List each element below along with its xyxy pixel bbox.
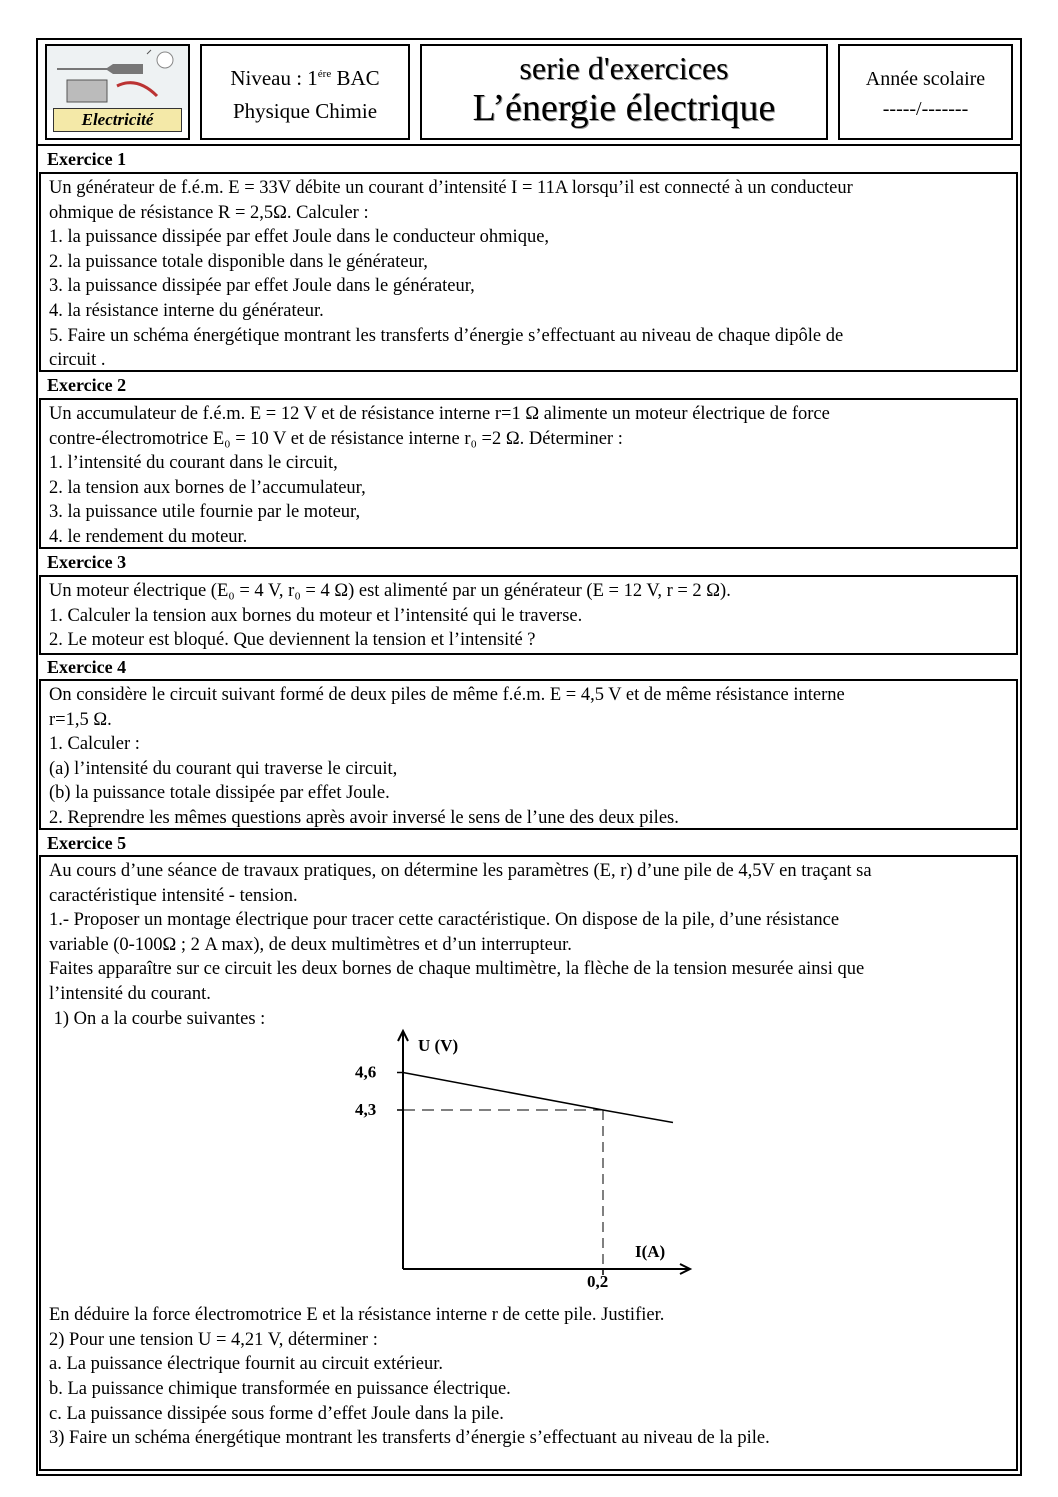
exercise-line: 1. l’intensité du courant dans le circuit, [49,453,338,474]
exercise-1-box [39,172,1018,372]
logo-label: Electricité [53,108,182,132]
series-line [403,1073,673,1123]
x-axis-label: I(A) [635,1242,666,1261]
electricity-illustration-icon [47,46,188,110]
exercise-4-title: Exercice 4 [47,657,127,677]
title-line-2: L’énergie électrique [472,87,776,129]
niveau-box [200,44,410,140]
exercise-line: 4. le rendement du moteur. [49,526,248,547]
header [36,38,1022,146]
logo [45,44,190,140]
matiere: Physique Chimie [232,99,378,123]
exercise-line: Un accumulateur de f.é.m. E = 12 V et de résistance interne r=1 Ω alimente un moteur électrique de force [49,404,830,424]
exercise-line: c. La puissance dissipée sous forme d’effet Joule dans la pile. [49,1403,504,1424]
exercise-3-title: Exercice 3 [47,552,127,572]
exercise-line: 1. Calculer : [49,734,140,755]
exercise-line: 1.- Proposer un montage électrique pour tracer cette caractéristique. On dispose de la pile, d’une résistance [49,910,840,931]
exercise-line: Un générateur de f.é.m. E = 33V débite un courant d’intensité I = 11A lorsqu’il est connecté à un conducteur [49,178,853,198]
exercise-line: circuit . [49,350,106,371]
niveau-suffix: BAC [331,66,380,90]
exercise-line: Faites apparaître sur ce circuit les deux bornes de chaque multimètre, la flèche de la tension mesurée ainsi que [49,959,865,980]
annee-label: Année scolaire [865,68,986,90]
exercise-line: En déduire la force électromotrice E et la résistance interne r de cette pile. Justifier. [49,1305,665,1326]
niveau-prefix: Niveau : 1 [230,66,318,90]
exercise-line: r=1,5 Ω. [49,709,112,730]
exercise-2-box [39,398,1018,549]
exercise-line: variable (0-100Ω ; 2 A max), de deux multimètres et d’un interrupteur. [49,934,572,955]
exercise-line: 1. Calculer la tension aux bornes du moteur et l’intensité qui le traverse. [49,605,583,626]
exercise-line: contre-électromotrice E₀ = 10 V et de résistance interne r₀ =2 Ω. Déterminer : [49,428,623,449]
exercise-line: 2. Le moteur est bloqué. Que deviennent la tension et l’intensité ? [49,630,536,651]
exercise-line: a. La puissance électrique fournit au circuit extérieur. [49,1354,443,1375]
exercise-line: ohmique de résistance R = 2,5Ω. Calculer : [49,202,369,223]
exercise-line: (b) la puissance totale dissipée par effet Joule. [49,783,390,804]
exercise-line: 5. Faire un schéma énergétique montrant les transferts d’énergie s’effectuant au niveau de chaque dipôle de [49,325,844,346]
exercise-line: 2. la tension aux bornes de l’accumulateur, [49,477,366,498]
exercise-1-title: Exercice 1 [47,149,127,169]
exercise-line: 3) Faire un schéma énergétique montrant les transferts d’énergie s’effectuant au niveau de la pile. [49,1428,770,1449]
exercise-line: Un moteur électrique (E₀ = 4 V, r₀ = 4 Ω) est alimenté par un générateur (E = 12 V, r = 2 Ω). [49,581,731,601]
exercise-line: caractéristique intensité - tension. [49,885,298,906]
exercise-4-box [39,679,1018,830]
exercise-5-title: Exercice 5 [47,833,127,853]
exercise-line: Au cours d’une séance de travaux pratiques, on détermine les paramètres (E, r) d’une pile de 4,5V en traçant sa [49,861,872,881]
exercise-line: 3. la puissance dissipée par effet Joule dans le générateur, [49,276,475,297]
exercise-line: 4. la résistance interne du générateur. [49,300,324,321]
niveau-sup: ére [317,68,332,80]
y-tick-label: 4,3 [355,1100,377,1119]
exercise-2-title: Exercice 2 [47,375,127,395]
x-tick-label: 0,2 [587,1272,609,1290]
exercise-line: On considère le circuit suivant formé de deux piles de même f.é.m. E = 4,5 V et de même résistance interne [49,685,845,705]
title-line-1: serie d'exercices [519,50,729,86]
exercise-line: 2. la puissance totale disponible dans le générateur, [49,251,428,272]
exercise-line: b. La puissance chimique transformée en puissance électrique. [49,1378,511,1399]
annee-value: -----/------- [882,98,969,120]
y-axis-label: U (V) [418,1036,459,1055]
title-box [420,44,828,140]
ui-characteristic-chart [340,1025,720,1290]
y-tick-label: 4,6 [355,1062,377,1082]
niveau-line [202,58,408,95]
exercise-line: 3. la puissance utile fournie par le moteur, [49,502,361,523]
exercise-line: 2) Pour une tension U = 4,21 V, déterminer : [49,1329,378,1350]
exercise-3-box [39,575,1018,655]
exercise-line: 2. Reprendre les mêmes questions après avoir inversé le sens de l’une des deux piles. [49,807,679,828]
annee-box [838,44,1013,140]
exercise-line: (a) l’intensité du courant qui traverse le circuit, [49,758,398,779]
exercise-line: 1. la puissance dissipée par effet Joule dans le conducteur ohmique, [49,227,550,248]
exercise-line: l’intensité du courant. [49,983,211,1004]
exercise-line: 1) On a la courbe suivantes : [49,1008,266,1029]
